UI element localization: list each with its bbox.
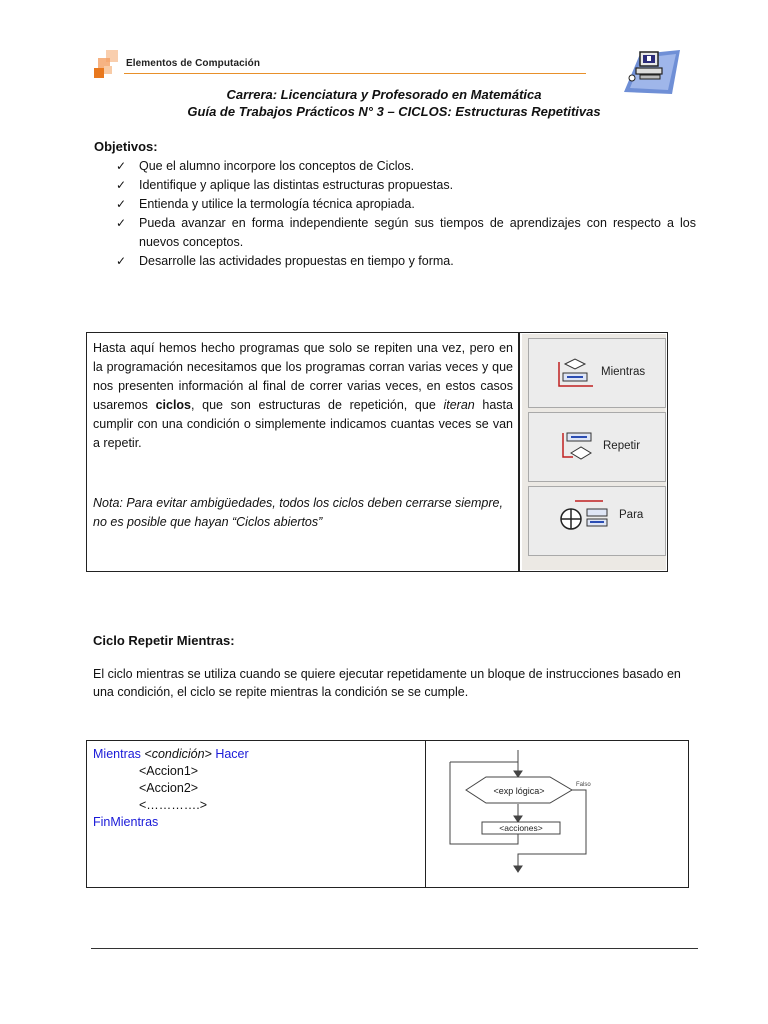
- diagram-condition-label: <exp lógica>: [493, 786, 545, 796]
- checkmark-icon: ✓: [116, 159, 127, 173]
- code-line: <Accion2>: [139, 781, 199, 795]
- code-line: FinMientras: [93, 815, 159, 829]
- section-heading: Ciclo Repetir Mientras:: [93, 633, 235, 648]
- list-item: ✓ Identifique y aplique las distintas estructuras propuestas.: [116, 176, 696, 195]
- list-item: ✓ Desarrolle las actividades propuestas en tiempo y forma.: [116, 252, 696, 271]
- checkmark-icon: ✓: [116, 216, 127, 230]
- section-paragraph: El ciclo mientras se utiliza cuando se quiere ejecutar repetidamente un bloque de instrucciones basado en una condición, el ciclo se repite mientras la condición se se cumple.: [93, 667, 681, 699]
- mientras-flowchart: [446, 750, 614, 878]
- diagram-false-label: Falso: [576, 782, 591, 788]
- code-line: Mientras <condición> Hacer: [93, 747, 249, 761]
- box-divider: [425, 740, 426, 887]
- checkmark-icon: ✓: [116, 178, 127, 192]
- repetir-tool-button[interactable]: [528, 412, 666, 482]
- diagram-actions-label: <acciones>: [499, 823, 543, 833]
- list-item: ✓ Pueda avanzar en forma independiente según sus tiempos de aprendizajes con respecto a los nuevos conceptos.: [116, 216, 696, 249]
- course-title: Carrera: Licenciatura y Profesorado en Matemática: [226, 87, 542, 102]
- repetir-flow-icon: [559, 429, 601, 463]
- mientras-flow-icon: [555, 356, 597, 390]
- code-line: <………….>: [139, 798, 208, 812]
- para-label: Para: [619, 509, 644, 521]
- box-divider: [518, 332, 520, 571]
- objectives-list: [116, 157, 696, 271]
- logo-squares-icon: [94, 48, 124, 80]
- logo-text: Elementos de Computación: [126, 58, 261, 69]
- mientras-tool-button[interactable]: [528, 338, 666, 408]
- para-flow-icon: [555, 497, 613, 537]
- note-text: Nota: Para evitar ambigüedades, todos los ciclos deben cerrarse siempre, no es posible que hayan “Ciclos abiertos”: [93, 496, 503, 529]
- list-item: ✓ Que el alumno incorpore los conceptos de Ciclos.: [116, 157, 696, 176]
- list-item: ✓ Entienda y utilice la termología técnica apropiada.: [116, 195, 696, 214]
- footer-divider: [91, 948, 698, 949]
- loop-tools-panel: [522, 334, 666, 570]
- code-line: <Accion1>: [139, 764, 199, 778]
- mientras-label: Mientras: [601, 366, 646, 378]
- para-tool-button[interactable]: [528, 486, 666, 556]
- pseudocode-block: [93, 746, 249, 831]
- guide-title: Guía de Trabajos Prácticos N° 3 – CICLOS: Estructuras Repetitivas: [187, 104, 601, 119]
- objectives-heading: Objetivos:: [94, 139, 158, 154]
- intro-paragraph: Hasta aquí hemos hecho programas que solo se repiten una vez, pero en la programación necesitamos que los programas corran varias veces y que nos presenten información al final de correr varias veces, en estos casos usaremos ciclos, que son estructuras de repetición, que iteran hasta cumplir con una condición o simplemente indicamos cuantas veces se van a repetir.: [93, 341, 513, 450]
- checkmark-icon: ✓: [116, 197, 127, 211]
- repetir-label: Repetir: [603, 440, 641, 452]
- header-divider: [124, 73, 586, 74]
- checkmark-icon: ✓: [116, 254, 127, 268]
